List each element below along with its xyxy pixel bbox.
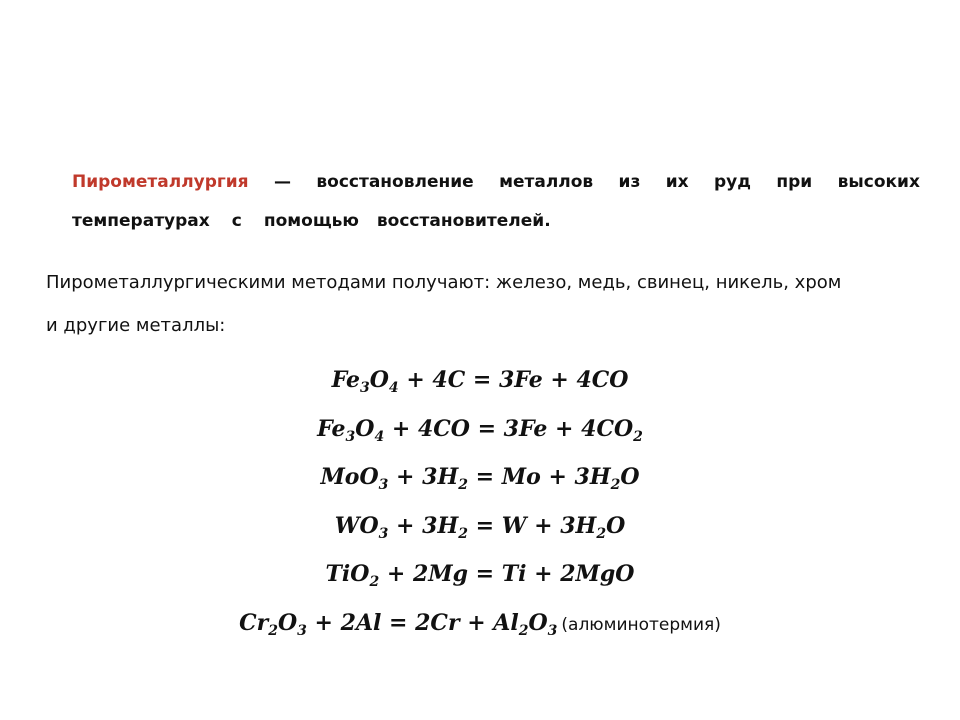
definition-word: руд <box>714 172 751 192</box>
equation-text: + 3H <box>388 464 459 490</box>
equation-text: + 4C = 3Fe + 4CO <box>398 367 629 393</box>
equation-note: (алюминотермия) <box>561 615 721 635</box>
equation-text: O <box>355 416 375 442</box>
equation-text: + 3H <box>388 513 459 539</box>
equation-subscript: 2 <box>610 477 621 493</box>
definition-word: их <box>665 172 689 192</box>
equation-text: Cr <box>239 610 269 636</box>
equation-text: + 2Al = 2Cr + Al <box>306 610 519 636</box>
equation-text: O <box>606 513 626 539</box>
equation-text: Fe <box>331 367 360 393</box>
definition-line-2 <box>72 210 920 232</box>
equation <box>0 560 960 588</box>
equation-subscript: 2 <box>458 477 468 493</box>
equation-text: O <box>277 610 298 636</box>
equation-subscript: 2 <box>268 623 278 639</box>
definition-word: при <box>776 172 813 192</box>
equation-subscript: 2 <box>596 526 607 542</box>
equation-subscript: 3 <box>378 526 389 542</box>
equation-subscript: 3 <box>345 429 356 445</box>
equation <box>0 415 960 443</box>
equation <box>0 366 960 394</box>
equation <box>0 463 960 491</box>
definition-word: температурах <box>72 211 210 231</box>
equation-subscript: 4 <box>388 380 399 396</box>
equation-text: TiO <box>325 561 370 587</box>
methods-text-line-1: Пирометаллургическими методами получают: железо, медь, свинец, никель, хром <box>46 272 842 293</box>
equation-text: + 4CO = 3Fe + 4CO <box>384 416 634 442</box>
equation-text: + 2Mg = Ti + 2MgO <box>379 561 635 587</box>
equation-text: O <box>620 464 640 490</box>
equation-subscript: 2 <box>369 574 380 590</box>
equation-text: O <box>369 367 389 393</box>
equation-subscript: 4 <box>374 429 385 445</box>
equation-text: WO <box>334 513 379 539</box>
equation-subscript: 2 <box>458 526 468 542</box>
equation-subscript: 2 <box>518 623 529 639</box>
definition-word: из <box>618 172 641 192</box>
definition-term: Пирометаллургия <box>72 172 249 192</box>
equation-text: MoO <box>320 464 379 490</box>
definition-word: высоких <box>837 172 920 192</box>
definition-word: восстановителей. <box>376 211 551 231</box>
equation-subscript: 3 <box>547 623 558 639</box>
methods-text-line-2: и другие металлы: <box>46 315 226 336</box>
equation <box>0 512 960 540</box>
equation-text: = Mo + 3H <box>468 464 611 490</box>
definition-word: металлов <box>499 172 594 192</box>
equation-subscript: 2 <box>633 429 643 445</box>
equation-subscript: 3 <box>359 380 370 396</box>
definition-word: с <box>231 211 242 231</box>
equation-text: O <box>528 610 548 636</box>
definition-word: — <box>274 172 291 192</box>
definition-word: восстановление <box>316 172 474 192</box>
definition-word: помощью <box>263 211 359 231</box>
equation-subscript: 3 <box>297 623 307 639</box>
equation-subscript: 3 <box>378 477 389 493</box>
equation-text: Fe <box>317 416 346 442</box>
equation-text: = W + 3H <box>468 513 597 539</box>
equation <box>0 609 960 639</box>
definition-line-1 <box>72 171 920 193</box>
